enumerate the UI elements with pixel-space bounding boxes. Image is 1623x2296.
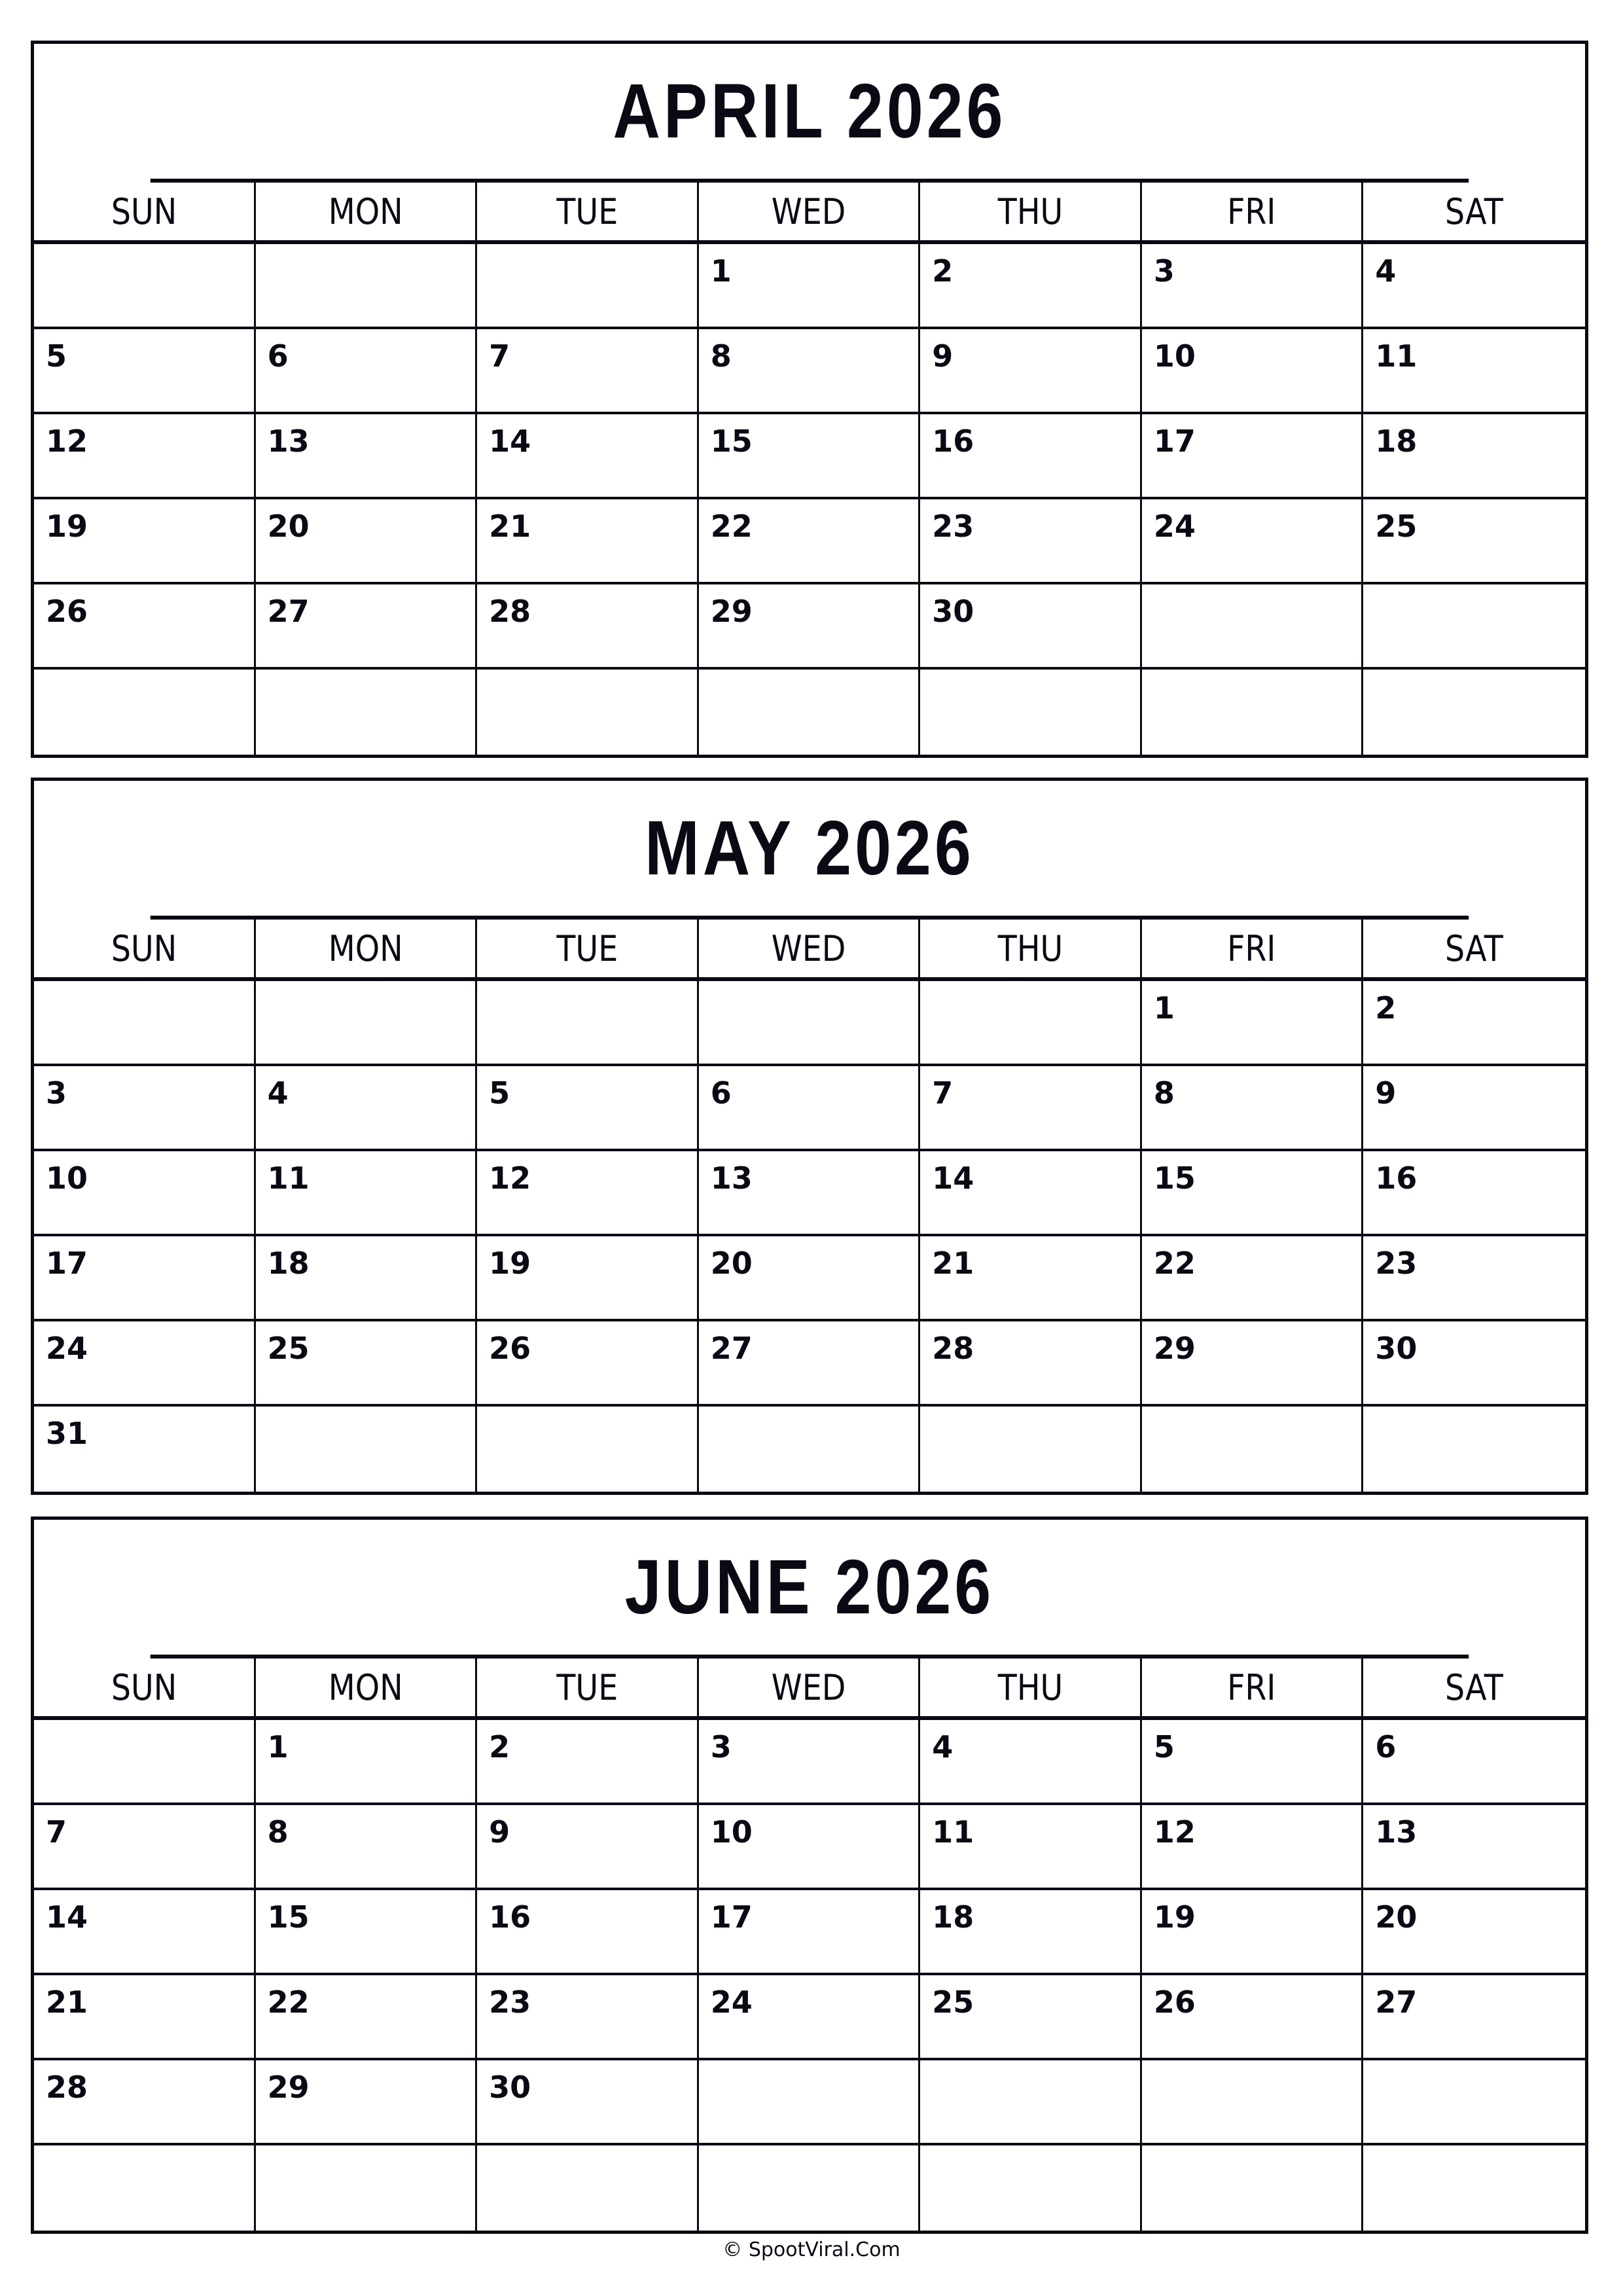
day-cell: 14 [34, 1890, 256, 1975]
month-calendar-may [31, 778, 1588, 1495]
day-cell: 9 [477, 1805, 699, 1890]
day-cell: 1 [1142, 981, 1364, 1066]
day-cell: 11 [1363, 329, 1585, 414]
weekday-label: MON [328, 1666, 403, 1708]
day-cell [1142, 2060, 1364, 2145]
weekday-header [34, 1659, 256, 1720]
day-cell: 8 [256, 1805, 478, 1890]
day-cell: 16 [920, 414, 1142, 499]
weekday-label: TUE [556, 190, 618, 232]
day-cell: 9 [920, 329, 1142, 414]
day-cell: 26 [34, 584, 256, 670]
weekday-header [1142, 1659, 1364, 1720]
weekday-label: THU [997, 927, 1063, 969]
day-cell: 5 [34, 329, 256, 414]
day-cell [1363, 1407, 1585, 1492]
day-cell: 20 [699, 1236, 921, 1321]
day-cell [699, 981, 921, 1066]
day-cell [256, 981, 478, 1066]
day-cell: 13 [1363, 1805, 1585, 1890]
weekday-header [34, 183, 256, 244]
day-cell: 26 [477, 1321, 699, 1407]
day-cell [920, 2060, 1142, 2145]
day-cell: 16 [1363, 1151, 1585, 1236]
day-cell: 12 [477, 1151, 699, 1236]
weekday-header [256, 1659, 478, 1720]
day-cell: 18 [256, 1236, 478, 1321]
day-cell: 27 [256, 584, 478, 670]
day-cell [34, 2145, 256, 2231]
weekday-label: TUE [556, 927, 618, 969]
weekday-header [699, 183, 921, 244]
day-cell [1363, 2060, 1585, 2145]
day-cell: 27 [699, 1321, 921, 1407]
day-cell: 7 [920, 1066, 1142, 1151]
day-cell [1363, 2145, 1585, 2231]
day-cell [920, 1407, 1142, 1492]
weekday-label: WED [771, 1666, 846, 1708]
day-cell: 15 [699, 414, 921, 499]
weekday-header [920, 920, 1142, 981]
day-cell [699, 1407, 921, 1492]
day-cell: 19 [1142, 1890, 1364, 1975]
day-cell [1142, 670, 1364, 755]
day-cell [34, 981, 256, 1066]
month-calendar-april [31, 41, 1588, 758]
day-cell: 31 [34, 1407, 256, 1492]
day-grid [34, 920, 1585, 1492]
weekday-label: FRI [1227, 1666, 1276, 1708]
weekday-label: SUN [111, 1666, 177, 1708]
day-cell: 7 [477, 329, 699, 414]
copyright-footer: © SpootViral.Com [722, 2238, 901, 2261]
day-cell: 30 [477, 2060, 699, 2145]
day-cell: 13 [699, 1151, 921, 1236]
day-cell: 6 [256, 329, 478, 414]
day-cell [34, 244, 256, 329]
day-cell: 28 [477, 584, 699, 670]
day-cell: 23 [920, 499, 1142, 584]
day-cell: 23 [477, 1975, 699, 2060]
weekday-label: TUE [556, 1666, 618, 1708]
day-cell: 30 [1363, 1321, 1585, 1407]
weekday-label: WED [771, 927, 846, 969]
day-cell [1363, 584, 1585, 670]
day-cell: 24 [1142, 499, 1364, 584]
weekday-header [920, 183, 1142, 244]
weekday-header [34, 920, 256, 981]
day-cell: 29 [699, 584, 921, 670]
day-cell: 25 [1363, 499, 1585, 584]
day-cell: 3 [699, 1720, 921, 1805]
weekday-label: FRI [1227, 190, 1276, 232]
day-cell: 22 [256, 1975, 478, 2060]
day-cell: 11 [256, 1151, 478, 1236]
month-title: APRIL 2026 [151, 44, 1469, 183]
weekday-label: MON [328, 190, 403, 232]
day-cell: 20 [1363, 1890, 1585, 1975]
day-cell: 10 [1142, 329, 1364, 414]
day-cell: 4 [1363, 244, 1585, 329]
day-cell [1142, 584, 1364, 670]
day-cell [477, 2145, 699, 2231]
day-cell: 19 [34, 499, 256, 584]
day-cell: 6 [1363, 1720, 1585, 1805]
weekday-label: THU [997, 1666, 1063, 1708]
day-cell: 1 [699, 244, 921, 329]
day-cell [1363, 670, 1585, 755]
day-cell: 15 [1142, 1151, 1364, 1236]
weekday-label: SAT [1445, 190, 1504, 232]
weekday-header [699, 920, 921, 981]
day-cell [256, 1407, 478, 1492]
day-cell: 11 [920, 1805, 1142, 1890]
day-cell [477, 1407, 699, 1492]
day-cell: 30 [920, 584, 1142, 670]
day-cell: 21 [477, 499, 699, 584]
day-cell: 22 [1142, 1236, 1364, 1321]
weekday-header [256, 920, 478, 981]
day-cell: 17 [34, 1236, 256, 1321]
day-cell: 15 [256, 1890, 478, 1975]
day-cell [920, 2145, 1142, 2231]
day-cell: 2 [477, 1720, 699, 1805]
month-title: JUNE 2026 [151, 1520, 1469, 1659]
day-cell [256, 670, 478, 755]
day-cell: 9 [1363, 1066, 1585, 1151]
day-cell: 16 [477, 1890, 699, 1975]
day-cell [920, 981, 1142, 1066]
day-cell [477, 244, 699, 329]
day-cell: 24 [699, 1975, 921, 2060]
day-cell: 6 [699, 1066, 921, 1151]
day-cell: 8 [699, 329, 921, 414]
day-cell: 2 [1363, 981, 1585, 1066]
month-title: MAY 2026 [151, 781, 1469, 920]
day-cell: 17 [699, 1890, 921, 1975]
day-cell: 7 [34, 1805, 256, 1890]
day-cell [1142, 1407, 1364, 1492]
day-cell [34, 1720, 256, 1805]
day-cell [1142, 2145, 1364, 2231]
day-cell: 3 [34, 1066, 256, 1151]
day-cell: 13 [256, 414, 478, 499]
weekday-header [477, 183, 699, 244]
day-cell: 21 [920, 1236, 1142, 1321]
weekday-label: SUN [111, 927, 177, 969]
day-cell [34, 670, 256, 755]
day-cell: 8 [1142, 1066, 1364, 1151]
day-cell: 25 [256, 1321, 478, 1407]
day-cell: 24 [34, 1321, 256, 1407]
weekday-label: MON [328, 927, 403, 969]
day-cell: 18 [1363, 414, 1585, 499]
day-cell: 10 [34, 1151, 256, 1236]
day-cell: 29 [256, 2060, 478, 2145]
day-cell [256, 244, 478, 329]
weekday-header [699, 1659, 921, 1720]
day-cell: 12 [34, 414, 256, 499]
day-cell: 2 [920, 244, 1142, 329]
day-cell: 29 [1142, 1321, 1364, 1407]
weekday-header [1363, 183, 1585, 244]
day-cell [477, 670, 699, 755]
day-cell: 14 [920, 1151, 1142, 1236]
day-cell: 17 [1142, 414, 1364, 499]
weekday-header [477, 920, 699, 981]
day-cell: 28 [920, 1321, 1142, 1407]
weekday-label: FRI [1227, 927, 1276, 969]
weekday-header [1142, 183, 1364, 244]
weekday-label: SUN [111, 190, 177, 232]
day-cell: 10 [699, 1805, 921, 1890]
weekday-header [1363, 920, 1585, 981]
day-cell [256, 2145, 478, 2231]
day-cell: 12 [1142, 1805, 1364, 1890]
weekday-header [477, 1659, 699, 1720]
day-cell: 22 [699, 499, 921, 584]
day-cell: 5 [477, 1066, 699, 1151]
day-cell [699, 670, 921, 755]
weekday-header [1363, 1659, 1585, 1720]
day-grid [34, 183, 1585, 755]
weekday-header [1142, 920, 1364, 981]
day-cell [477, 981, 699, 1066]
weekday-label: SAT [1445, 1666, 1504, 1708]
day-cell [699, 2060, 921, 2145]
day-grid [34, 1659, 1585, 2231]
day-cell: 27 [1363, 1975, 1585, 2060]
weekday-label: SAT [1445, 927, 1504, 969]
day-cell: 19 [477, 1236, 699, 1321]
day-cell: 21 [34, 1975, 256, 2060]
day-cell: 26 [1142, 1975, 1364, 2060]
day-cell [699, 2145, 921, 2231]
day-cell [920, 670, 1142, 755]
day-cell: 1 [256, 1720, 478, 1805]
day-cell: 23 [1363, 1236, 1585, 1321]
weekday-label: WED [771, 190, 846, 232]
weekday-header [256, 183, 478, 244]
month-calendar-june [31, 1516, 1588, 2234]
day-cell: 25 [920, 1975, 1142, 2060]
day-cell: 18 [920, 1890, 1142, 1975]
weekday-header [920, 1659, 1142, 1720]
day-cell: 5 [1142, 1720, 1364, 1805]
day-cell: 3 [1142, 244, 1364, 329]
day-cell: 4 [920, 1720, 1142, 1805]
day-cell: 14 [477, 414, 699, 499]
day-cell: 20 [256, 499, 478, 584]
day-cell: 4 [256, 1066, 478, 1151]
weekday-label: THU [997, 190, 1063, 232]
day-cell: 28 [34, 2060, 256, 2145]
